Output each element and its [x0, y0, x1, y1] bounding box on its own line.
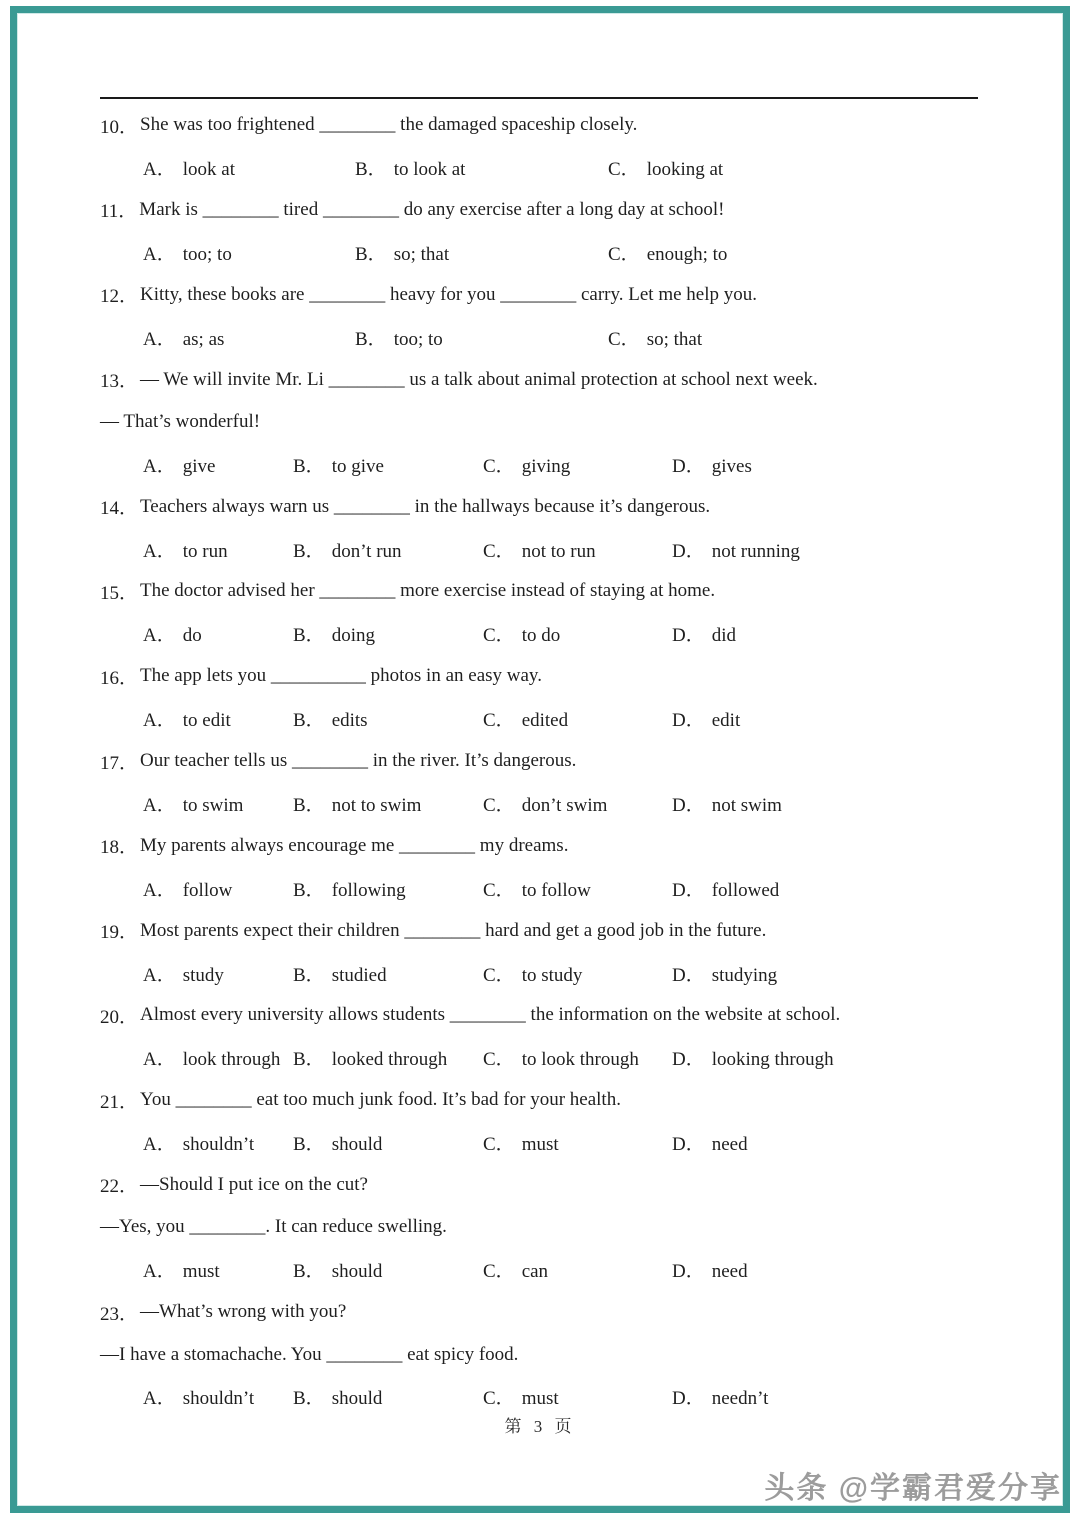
question-text: Most parents expect their children ________ hard and get a good job in the future. — [140, 919, 767, 941]
question-stem-line — [100, 486, 980, 528]
option-label: D． — [672, 1388, 705, 1410]
question-stem-line — [100, 401, 980, 443]
option-text: look through — [182, 1049, 281, 1071]
option-text: do — [182, 625, 202, 647]
option-text: studied — [331, 964, 387, 986]
question-number: 22． — [100, 1176, 139, 1198]
option-label: B． — [293, 1388, 325, 1410]
question-stem-line — [100, 189, 980, 231]
option — [483, 1256, 672, 1283]
option-label: B． — [293, 625, 325, 647]
question-number: 16． — [100, 667, 139, 689]
option-text: gives — [711, 455, 752, 477]
option — [672, 960, 980, 987]
question-stem-line — [100, 994, 980, 1036]
option — [608, 324, 980, 351]
question-number: 14． — [100, 498, 139, 520]
question-text: The app lets you __________ photos in an easy way. — [140, 665, 542, 687]
option — [672, 1044, 980, 1071]
option — [672, 790, 980, 817]
question-stem-line — [100, 1206, 980, 1248]
option — [355, 324, 608, 351]
option — [143, 239, 355, 266]
question-stem-line — [100, 1164, 980, 1206]
option-text: enough; to — [646, 243, 728, 265]
option-label: A． — [143, 1261, 176, 1283]
question-number: 10． — [100, 116, 139, 138]
header-divider — [100, 97, 978, 99]
option-label: A． — [143, 159, 176, 181]
option-label: D． — [672, 879, 705, 901]
option-label: A． — [143, 1388, 176, 1410]
option-text: so; that — [646, 328, 703, 350]
option-label: D． — [672, 710, 705, 732]
option-label: B． — [355, 328, 387, 350]
option-label: A． — [143, 455, 176, 477]
option — [143, 620, 293, 647]
option-text: not to run — [521, 540, 596, 562]
option-label: C． — [483, 625, 515, 647]
question-text: You ________ eat too much junk food. It’s bad for your health. — [140, 1089, 621, 1111]
option — [293, 1383, 483, 1410]
option-text: looked through — [331, 1049, 448, 1071]
option-label: C． — [608, 328, 640, 350]
option-label: C． — [483, 1134, 515, 1156]
option — [143, 875, 293, 902]
question-number: 13． — [100, 371, 139, 393]
question-number: 20． — [100, 1006, 139, 1028]
option-label: B． — [293, 710, 325, 732]
option-text: should — [331, 1261, 383, 1283]
option-text: followed — [711, 879, 780, 901]
option — [143, 1383, 293, 1410]
option-text: shouldn’t — [182, 1134, 255, 1156]
option — [483, 790, 672, 817]
option-label: D． — [672, 1134, 705, 1156]
option-label: B． — [355, 159, 387, 181]
question-stem-line — [100, 570, 980, 612]
option — [483, 1044, 672, 1071]
option-label: A． — [143, 243, 176, 265]
option-label: C． — [608, 159, 640, 181]
option-text: to study — [521, 964, 583, 986]
option-row — [100, 867, 980, 909]
option-text: study — [182, 964, 224, 986]
option-text: can — [521, 1261, 549, 1283]
option — [143, 790, 293, 817]
option-label: B． — [293, 540, 325, 562]
option-label: D． — [672, 455, 705, 477]
question-text: —I have a stomachache. You ________ eat spicy food. — [100, 1343, 519, 1365]
option — [483, 451, 672, 478]
option-text: give — [182, 455, 216, 477]
option — [293, 620, 483, 647]
question-number: 15． — [100, 582, 139, 604]
option — [143, 705, 293, 732]
option-text: needn’t — [711, 1388, 769, 1410]
option — [483, 705, 672, 732]
option — [293, 451, 483, 478]
option — [143, 1256, 293, 1283]
option-label: B． — [293, 455, 325, 477]
question-text: —Should I put ice on the cut? — [140, 1173, 368, 1195]
question-number: 11． — [100, 201, 138, 223]
option-text: following — [331, 879, 406, 901]
option — [143, 536, 293, 563]
option — [293, 536, 483, 563]
option-text: looking at — [646, 159, 724, 181]
option-text: don’t run — [331, 540, 402, 562]
option-label: C． — [483, 1261, 515, 1283]
option-label: A． — [143, 1049, 176, 1071]
option-label: D． — [672, 625, 705, 647]
option-text: don’t swim — [521, 794, 608, 816]
option — [293, 960, 483, 987]
question-stem-line — [100, 1079, 980, 1121]
option-row — [100, 613, 980, 655]
option — [483, 1383, 672, 1410]
option-label: D． — [672, 964, 705, 986]
option-label: A． — [143, 625, 176, 647]
option-text: must — [521, 1388, 559, 1410]
option-label: C． — [483, 794, 515, 816]
option — [143, 1044, 293, 1071]
option-text: follow — [182, 879, 233, 901]
option — [483, 1129, 672, 1156]
option — [608, 154, 980, 181]
option-label: A． — [143, 710, 176, 732]
option-text: must — [182, 1261, 220, 1283]
option-text: edit — [711, 710, 741, 732]
option-label: D． — [672, 1261, 705, 1283]
option-text: as; as — [182, 328, 225, 350]
option-row — [100, 1249, 980, 1291]
question-stem-line — [100, 825, 980, 867]
question-number: 18． — [100, 837, 139, 859]
option — [672, 875, 980, 902]
option-text: need — [711, 1261, 748, 1283]
option-text: looking through — [711, 1049, 834, 1071]
question-number: 19． — [100, 922, 139, 944]
question-stem-line — [100, 655, 980, 697]
question-stem-line — [100, 358, 980, 400]
option-row — [100, 528, 980, 570]
option-label: A． — [143, 879, 176, 901]
question-text: Kitty, these books are ________ heavy for you ________ carry. Let me help you. — [140, 283, 758, 305]
question-stem-line — [100, 1333, 980, 1375]
option-text: not swim — [711, 794, 782, 816]
option-text: not running — [711, 540, 800, 562]
question-text: —Yes, you ________. It can reduce swelling. — [100, 1216, 447, 1238]
option — [483, 875, 672, 902]
option — [293, 875, 483, 902]
option-text: too; to — [393, 328, 443, 350]
question-text: Our teacher tells us ________ in the river. It’s dangerous. — [140, 750, 577, 772]
question-stem-line — [100, 274, 980, 316]
option — [143, 324, 355, 351]
option-text: to follow — [521, 879, 591, 901]
option-label: B． — [355, 243, 387, 265]
question-number: 23． — [100, 1303, 139, 1325]
option-text: look at — [182, 159, 235, 181]
option-row — [100, 952, 980, 994]
option — [672, 1129, 980, 1156]
option-text: doing — [331, 625, 375, 647]
option-text: to look at — [393, 159, 466, 181]
option — [672, 536, 980, 563]
option-label: C． — [483, 964, 515, 986]
option-row — [100, 231, 980, 273]
option — [672, 1256, 980, 1283]
option — [672, 705, 980, 732]
question-text: Mark is ________ tired ________ do any exercise after a long day at school! — [139, 198, 725, 220]
option — [293, 790, 483, 817]
option-label: C． — [483, 710, 515, 732]
option-row — [100, 316, 980, 358]
option-row — [100, 782, 980, 824]
question-text: My parents always encourage me ________ my dreams. — [140, 834, 569, 856]
option — [143, 154, 355, 181]
option — [143, 451, 293, 478]
option-label: A． — [143, 964, 176, 986]
option-row — [100, 1121, 980, 1163]
option — [483, 960, 672, 987]
option-label: C． — [483, 879, 515, 901]
question-number: 17． — [100, 752, 139, 774]
option-label: B． — [293, 964, 325, 986]
question-number: 21． — [100, 1091, 139, 1113]
question-stem-line — [100, 740, 980, 782]
option — [672, 451, 980, 478]
option-text: to edit — [182, 710, 231, 732]
option-label: A． — [143, 794, 176, 816]
option-text: need — [711, 1134, 748, 1156]
option — [672, 620, 980, 647]
option-label: D． — [672, 540, 705, 562]
option — [355, 239, 608, 266]
option-label: C． — [483, 1049, 515, 1071]
option-label: B． — [293, 1261, 325, 1283]
option — [672, 1383, 980, 1410]
option — [293, 705, 483, 732]
option-text: too; to — [182, 243, 232, 265]
option — [143, 960, 293, 987]
option-text: edits — [331, 710, 368, 732]
page-number: 第 3 页 — [504, 1417, 576, 1436]
option-text: so; that — [393, 243, 450, 265]
question-number: 12． — [100, 286, 139, 308]
option — [293, 1129, 483, 1156]
option-text: to give — [331, 455, 384, 477]
option — [483, 536, 672, 563]
option-label: C． — [483, 455, 515, 477]
option-text: edited — [521, 710, 569, 732]
option-label: A． — [143, 328, 176, 350]
question-list — [100, 104, 980, 1418]
option — [143, 1129, 293, 1156]
question-stem-line — [100, 104, 980, 146]
option-text: to look through — [521, 1049, 639, 1071]
question-text: The doctor advised her ________ more exercise instead of staying at home. — [140, 580, 716, 602]
question-text: —What’s wrong with you? — [140, 1301, 347, 1323]
option-label: C． — [483, 1388, 515, 1410]
option-row — [100, 443, 980, 485]
option-text: to run — [182, 540, 228, 562]
option-label: B． — [293, 879, 325, 901]
option-row — [100, 697, 980, 739]
option-label: D． — [672, 794, 705, 816]
option — [293, 1256, 483, 1283]
option-label: C． — [608, 243, 640, 265]
option-text: studying — [711, 964, 778, 986]
option — [483, 620, 672, 647]
option-text: did — [711, 625, 737, 647]
option-text: not to swim — [331, 794, 422, 816]
option — [608, 239, 980, 266]
question-text: She was too frightened ________ the damaged spaceship closely. — [140, 114, 638, 136]
question-stem-line — [100, 1291, 980, 1333]
question-stem-line — [100, 909, 980, 951]
option-text: should — [331, 1134, 383, 1156]
option-text: must — [521, 1134, 559, 1156]
option-text: shouldn’t — [182, 1388, 255, 1410]
option-label: C． — [483, 540, 515, 562]
option-label: B． — [293, 1049, 325, 1071]
option-label: D． — [672, 1049, 705, 1071]
option-label: B． — [293, 1134, 325, 1156]
question-text: — We will invite Mr. Li ________ us a talk about animal protection at school next week. — [140, 368, 818, 390]
option-row — [100, 146, 980, 188]
question-text: Almost every university allows students ________ the information on the website at school. — [140, 1004, 841, 1026]
option-label: B． — [293, 794, 325, 816]
option-text: to swim — [182, 794, 244, 816]
option-text: should — [331, 1388, 383, 1410]
option-text: to do — [521, 625, 561, 647]
option-label: A． — [143, 540, 176, 562]
option-row — [100, 1037, 980, 1079]
option — [355, 154, 608, 181]
question-text: Teachers always warn us ________ in the hallways because it’s dangerous. — [140, 495, 711, 517]
watermark: 头条 @学霸君爱分享 — [764, 1472, 1062, 1505]
option-text: giving — [521, 455, 571, 477]
option — [293, 1044, 483, 1071]
option-label: A． — [143, 1134, 176, 1156]
question-text: — That’s wonderful! — [100, 410, 261, 432]
